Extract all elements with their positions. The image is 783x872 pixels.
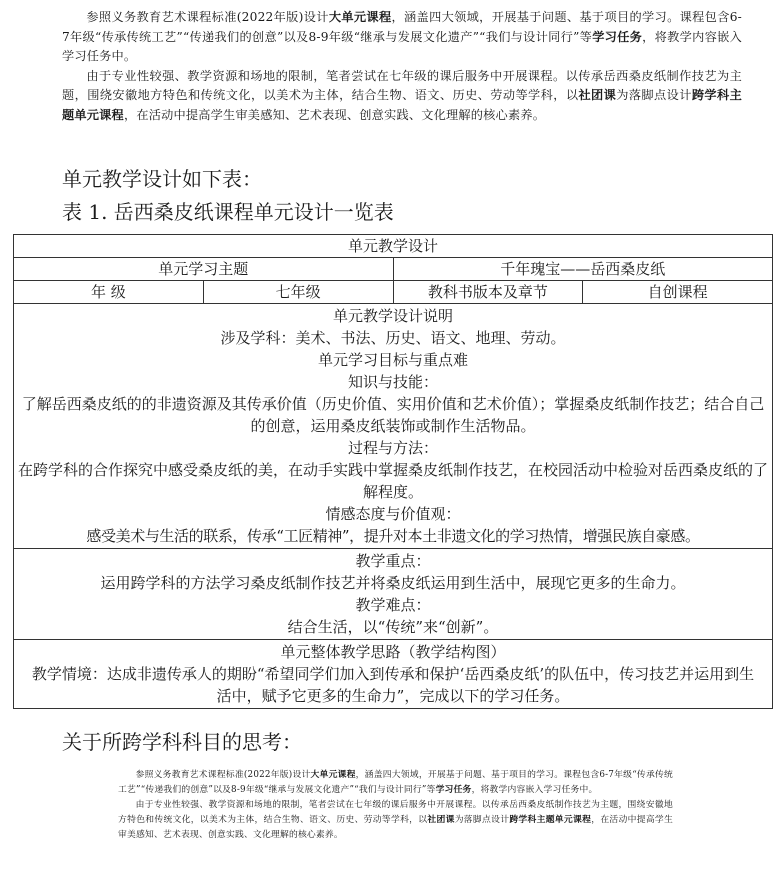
textbook-value-cell: 自创课程 [583, 281, 773, 304]
approach-title: 单元整体教学思路（教学结构图） [280, 643, 506, 661]
textbook-label-cell: 教科书版本及章节 [393, 281, 583, 304]
intro-paragraph-2: 由于专业性较强、教学资源和场地的限制，笔者尝试在七年级的课后服务中开展课程。以传承岳西桑皮纸制作技艺为主题，围绕安徽地方特色和传统文化，以美术为主体，结合生物、语文、历史、劳动等学科，以社团课为落脚点设计跨学科主题单元课程，在活动中提高学生审美感知、艺术表现、创意实践、文化理解的核心素养。 [62, 68, 742, 122]
intro-text [62, 8, 742, 125]
difficult-point-text: 结合生活，以“传统”来“创新”。 [287, 618, 499, 636]
intro-paragraph-1: 参照义务教育艺术课程标准(2022年版)设计大单元课程，涵盖四大领域，开展基于问题、基于项目的学习。课程包含6-7年级“传承传统工艺”“传递我们的创意”以及8-9年级“继承与发展文化遗产”“我们与设计同行”等学习任务，将教学内容嵌入学习任务中。 [62, 10, 742, 63]
table-row [14, 235, 773, 258]
key-point-text: 运用跨学科的方法学习桑皮纸制作技艺并将桑皮纸运用到生活中，展现它更多的生命力。 [100, 574, 686, 592]
grade-value-cell: 七年级 [203, 281, 393, 304]
repeated-paragraph-2: 由于专业性较强、教学资源和场地的限制，笔者尝试在七年级的课后服务中开展课程。以传承岳西桑皮纸制作技艺为主题，围绕安徽地方特色和传统文化，以美术为主体，结合生物、语文、历史、劳动等学科，以社团课为落脚点设计跨学科主题单元课程，在活动中提高学生审美感知、艺术表现、创意实践、文化理解的核心素养。 [118, 800, 674, 840]
process-text: 在跨学科的合作探究中感受桑皮纸的美，在动手实践中掌握桑皮纸制作技艺，在校园活动中检验对岳西桑皮纸的了解程度。 [17, 461, 768, 501]
table-row [14, 640, 773, 709]
thoughts-heading: 关于所跨学科科目的思考： [62, 730, 302, 754]
table-row [14, 281, 773, 304]
table-row [14, 258, 773, 281]
process-title: 过程与方法： [347, 439, 438, 457]
knowledge-text: 了解岳西桑皮纸的的非遗资源及其传承价值（历史价值、实用价值和艺术价值）；掌握桑皮纸制作技艺；结合自己的创意，运用桑皮纸装饰或制作生活物品。 [21, 395, 765, 435]
subjects-text: 涉及学科：美术、书法、历史、语文、地理、劳动。 [220, 329, 566, 347]
grade-label-cell: 年 级 [14, 281, 204, 304]
table-caption: 表 1. 岳西桑皮纸课程单元设计一览表 [62, 200, 394, 224]
emotion-text: 感受美术与生活的联系，传承“工匠精神”，提升对本土非遗文化的学习热情，增强民族自豪感。 [86, 527, 700, 545]
table-row [14, 549, 773, 640]
unit-design-table [13, 234, 773, 709]
repeated-intro-text [118, 768, 673, 843]
approach-text: 教学情境：达成非遗传承人的期盼“希望同学们加入到传承和保护‘岳西桑皮纸’的队伍中，传习技艺并运用到生活中，赋予它更多的生命力”，完成以下的学习任务。 [31, 665, 755, 705]
goals-title: 单元学习目标与重点难 [317, 351, 468, 369]
repeated-paragraph-1: 参照义务教育艺术课程标准(2022年版)设计大单元课程，涵盖四大领域，开展基于问题、基于项目的学习。课程包含6-7年级“传承传统工艺”“传递我们的创意”以及8-9年级“继承与发展文化遗产”“我们与设计同行”等学习任务，将教学内容嵌入学习任务中。 [118, 770, 673, 795]
table-row [14, 304, 773, 549]
theme-value-cell: 千年瑰宝——岳西桑皮纸 [393, 258, 773, 281]
design-heading: 单元教学设计如下表： [62, 167, 262, 191]
knowledge-title: 知识与技能： [347, 373, 438, 391]
key-point-title: 教学重点： [355, 552, 431, 570]
emotion-title: 情感态度与价值观： [325, 505, 461, 523]
design-description-cell [14, 304, 773, 549]
description-title: 单元教学设计说明 [332, 307, 453, 325]
approach-cell [14, 640, 773, 709]
focus-cell [14, 549, 773, 640]
table-title-cell: 单元教学设计 [14, 235, 773, 258]
theme-label-cell: 单元学习主题 [14, 258, 394, 281]
difficult-point-title: 教学难点： [355, 596, 431, 614]
